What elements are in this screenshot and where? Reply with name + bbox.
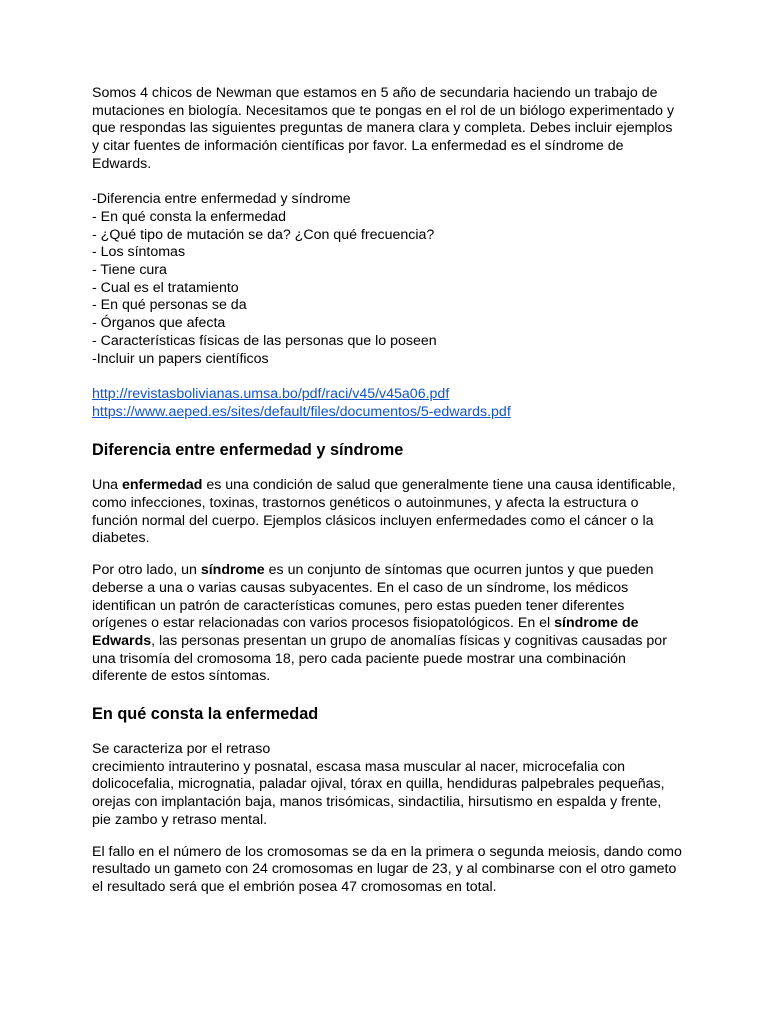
spacer <box>92 548 682 562</box>
question-item: - Órganos que afecta <box>92 315 226 332</box>
intro-paragraph: Somos 4 chicos de Newman que estamos en 5 año de secundaria haciendo un trabajo de mutaciones en biología. Necesitamos que te pongas en el rol de un biólogo experimentado y que respondas las siguientes preguntas de manera clara y completa. Debes incluir ejemplos y citar fuentes de información científicas por favor. La enfermedad es el síndrome de Edwards. <box>92 85 675 172</box>
paragraph-meiosis: El fallo en el número de los cromosomas se da en la primera o segunda meiosis, dando como resultado un gameto con 24 cromosomas en lugar de 23, y al combinarse con el otro gameto el resultado será que el embrión posea 47 cromosomas en total. <box>92 843 682 895</box>
section-heading-wrap <box>92 703 682 725</box>
text-span: es una condición de salud que generalmente tiene una causa identificable, como infecciones, toxinas, trastornos genéticos o autoinmunes, y afecta la estructura o función normal del cuerpo. Ejemplos clásicos incluyen enfermedades como el cáncer o la diabetes. <box>92 477 676 547</box>
text-span: crecimiento intrauterino y posnatal, escasa masa muscular al nacer, microcefalia con dolicocefalia, micrognatia, paladar ojival, tórax en quilla, hendiduras palpebrales pequeñas, orejas con implantación baja, manos trisómicas, sindactilia, hirsutismo en espalda y frente, pie zambo y retraso mental. <box>92 758 665 828</box>
spacer <box>92 830 682 844</box>
question-item: -Incluir un papers científicos <box>92 350 269 367</box>
question-item: - Tiene cura <box>92 262 167 279</box>
question-item: - Los síntomas <box>92 244 186 261</box>
section-heading-difference: Diferencia entre enfermedad y síndrome <box>92 441 404 460</box>
reference-link-aeped[interactable]: https://www.aeped.es/sites/default/files/documentos/5-edwards.pdf <box>92 403 511 420</box>
reference-link-revistas[interactable]: http://revistasbolivianas.umsa.bo/pdf/raci/v45/v45a06.pdf <box>92 385 450 402</box>
text-span: , las personas presentan un grupo de anomalías físicas y cognitivas causadas por una trisomía del cromosoma 18, pero cada paciente puede mostrar una combinación diferente de estos síntomas. <box>92 632 667 685</box>
question-item: -Diferencia entre enfermedad y síndrome <box>92 191 351 208</box>
spacer <box>92 174 682 192</box>
question-item: - En qué consta la enfermedad <box>92 208 287 225</box>
text-span: es un conjunto de síntomas que ocurren juntos y que pueden deberse a una o varias causas subyacentes. En el caso de un síndrome, los médicos identifican un patrón de características comunes, pero estas pueden tener diferentes orígenes o estar relacionadas con varios procesos fisiopatológicos. En el <box>92 562 654 632</box>
bold-term-enfermedad: enfermedad <box>121 477 203 494</box>
bold-term-sindrome: síndrome <box>200 562 265 579</box>
question-list <box>92 191 682 368</box>
question-item: - En qué personas se da <box>92 297 247 314</box>
section-heading-wrap <box>92 439 682 461</box>
paragraph-sindrome <box>92 562 682 686</box>
bold-term-sindrome-edwards: síndrome de Edwards <box>92 615 639 649</box>
text-line: Se caracteriza por el retraso <box>92 741 271 758</box>
text-span: Por otro lado, un <box>92 562 201 579</box>
document-page <box>92 85 682 897</box>
text-span: Una <box>92 477 122 494</box>
question-item: - ¿Qué tipo de mutación se da? ¿Con qué frecuencia? <box>92 226 435 243</box>
section-heading-consta: En qué consta la enfermedad <box>92 705 319 724</box>
paragraph-enfermedad <box>92 477 682 548</box>
reference-links <box>92 386 682 421</box>
paragraph-caracteristicas <box>92 741 682 830</box>
question-item: - Cual es el tratamiento <box>92 279 239 296</box>
question-item: - Características físicas de las personas que lo poseen <box>92 332 437 349</box>
spacer <box>92 368 682 386</box>
